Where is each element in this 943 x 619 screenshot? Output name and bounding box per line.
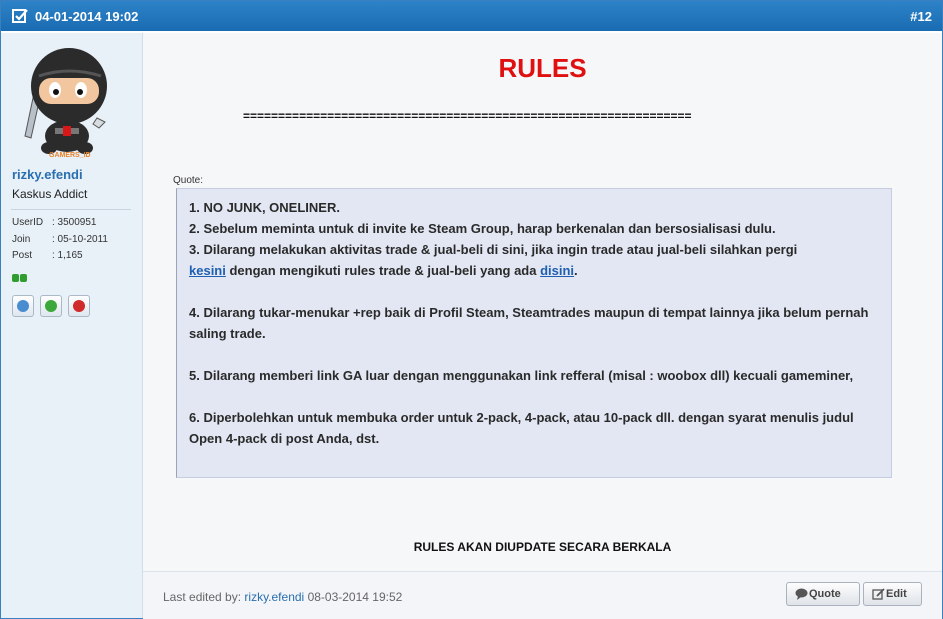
edited-prefix: Last edited by: <box>163 590 242 604</box>
plus-icon <box>45 300 57 312</box>
reputation-bar <box>12 269 28 287</box>
rep-dot <box>12 274 19 282</box>
rule-3-text: dengan mengikuti rules trade & jual-beli yang ada <box>225 263 541 278</box>
rules-title: RULES <box>498 53 587 83</box>
edited-by-link[interactable]: rizky.efendi <box>244 590 305 604</box>
kesini-link[interactable]: kesini <box>189 263 226 278</box>
avatar-tag: GAMERS_ID <box>49 152 91 159</box>
rule-3-text: . <box>574 263 578 278</box>
edit-button-label: Edit <box>886 588 907 600</box>
rule-2: 2. Sebelum meminta untuk di invite ke Steam Group, harap berkenalan dan bersosialisasi dulu. <box>189 221 776 236</box>
divider <box>11 209 131 210</box>
give-rep-button[interactable] <box>40 295 62 317</box>
ninja-avatar-icon <box>19 40 123 164</box>
rule-3 <box>189 239 879 281</box>
user-rank: Kaskus Addict <box>12 187 88 201</box>
info-key: UserID <box>12 217 44 228</box>
quote-block <box>176 188 892 478</box>
user-id-row <box>12 217 97 228</box>
post-count-row <box>12 250 83 261</box>
quote-button[interactable] <box>786 582 860 606</box>
post-footer <box>143 571 942 619</box>
info-value: : 05-10-2011 <box>52 234 108 245</box>
post-number[interactable]: #12 <box>910 9 932 24</box>
profile-icon <box>17 300 29 312</box>
rule-1: 1. NO JUNK, ONELINER. <box>189 200 340 215</box>
report-button[interactable] <box>68 295 90 317</box>
user-actions <box>12 295 96 322</box>
username[interactable]: rizky.efendi <box>12 167 83 182</box>
edit-button[interactable] <box>863 582 922 606</box>
rule-3-text: 3. Dilarang melakukan aktivitas trade & jual-beli di sini, jika ingin trade atau jual-beli silahkan pergi <box>189 242 798 257</box>
disini-link[interactable]: disini <box>540 263 575 278</box>
user-sidebar <box>1 33 143 618</box>
avatar[interactable] <box>19 40 123 164</box>
post-header <box>1 1 942 31</box>
post-date: 04-01-2014 19:02 <box>35 9 139 24</box>
speech-bubble-icon <box>795 588 808 600</box>
checkbox-icon <box>12 8 28 24</box>
rule-4: 4. Dilarang tukar-menukar +rep baik di Profil Steam, Steamtrades maupun di tempat lainnya jika belum pernah saling trade. <box>189 305 869 341</box>
info-key: Join <box>12 234 31 245</box>
rule-5: 5. Dilarang memberi link GA luar dengan menggunakan link refferal (misal : woobox dll) kecuali gameminer, <box>189 368 854 383</box>
update-note: RULES AKAN DIUPDATE SECARA BERKALA <box>413 540 672 554</box>
last-edited <box>163 590 402 604</box>
rule-6: 6. Diperbolehkan untuk membuka order untuk 2-pack, 4-pack, atau 10-pack dll. dengan syarat menulis judul Open 4-pack di post Anda, dst. <box>189 410 854 446</box>
quote-button-label: Quote <box>809 588 841 600</box>
view-profile-button[interactable] <box>12 295 34 317</box>
info-key: Post <box>12 250 33 261</box>
info-value: : 1,165 <box>52 250 83 261</box>
post-content <box>143 33 942 618</box>
separator-line: ================================================================ <box>243 109 692 123</box>
pencil-icon <box>872 588 885 600</box>
edited-time: 08-03-2014 19:52 <box>307 590 403 604</box>
join-row <box>12 234 108 245</box>
alert-icon <box>73 300 85 312</box>
info-value: : 3500951 <box>52 217 97 228</box>
rep-dot <box>20 274 27 282</box>
quote-label: Quote: <box>173 175 204 186</box>
